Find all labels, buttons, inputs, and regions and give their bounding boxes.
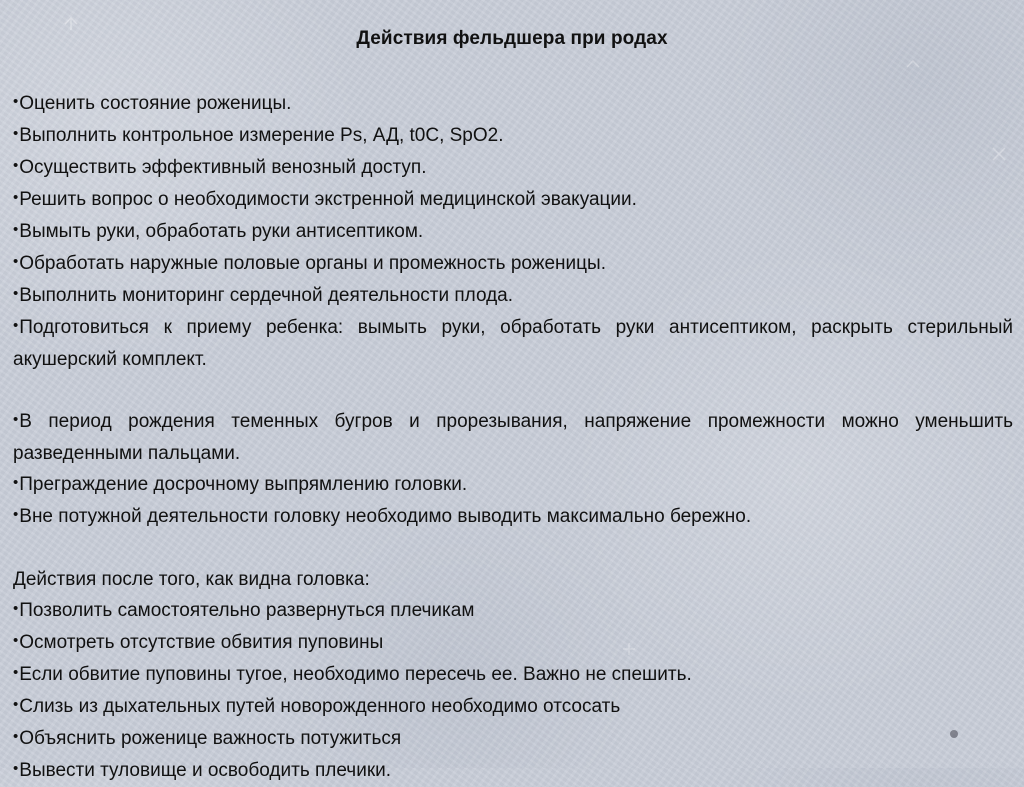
list-item-text: Выполнить мониторинг сердечной деятельности плода. bbox=[19, 285, 514, 306]
bullet-icon: • bbox=[13, 285, 19, 302]
bullet-icon: • bbox=[13, 632, 19, 649]
list-item bbox=[13, 216, 1013, 248]
spacer bbox=[13, 533, 1013, 564]
bullet-icon: • bbox=[13, 317, 19, 334]
bullet-icon: • bbox=[13, 696, 19, 713]
bullet-icon: • bbox=[13, 221, 19, 238]
list-item-text: Обработать наружные половые органы и промежность роженицы. bbox=[19, 253, 606, 274]
list-item-text: Объяснить роженице важность потужиться bbox=[19, 728, 402, 749]
bullet-icon: • bbox=[13, 125, 19, 142]
bullet-icon: • bbox=[13, 760, 19, 777]
decor-mark bbox=[905, 55, 923, 73]
list-item bbox=[13, 627, 1013, 659]
list-item-text: Слизь из дыхательных путей новорожденного необходимо отсосать bbox=[19, 696, 621, 717]
list-item-text: Решить вопрос о необходимости экстренной медицинской эвакуации. bbox=[19, 189, 637, 210]
list-item bbox=[13, 248, 1013, 280]
bullet-icon: • bbox=[13, 728, 19, 745]
list-item bbox=[13, 88, 1013, 120]
bullet-list-crowning bbox=[13, 406, 1013, 533]
list-item-text: Вымыть руки, обработать руки антисептиком. bbox=[19, 221, 424, 242]
bullet-icon: • bbox=[13, 93, 19, 110]
spacer bbox=[13, 375, 1013, 406]
list-item bbox=[13, 120, 1013, 152]
bullet-icon: • bbox=[13, 664, 19, 681]
list-item-text: Вывести туловище и освободить плечики. bbox=[19, 760, 392, 781]
list-item bbox=[13, 595, 1013, 627]
bullet-icon: • bbox=[13, 157, 19, 174]
list-item-text: Преграждение досрочному выпрямлению головки. bbox=[19, 474, 468, 495]
list-item-text: Осуществить эффективный венозный доступ. bbox=[19, 157, 427, 178]
bullet-list-preparation bbox=[13, 88, 1013, 375]
list-item bbox=[13, 501, 1013, 533]
list-item-text: Позволить самостоятельно развернуться плечикам bbox=[19, 600, 475, 621]
list-item bbox=[13, 184, 1013, 216]
list-item-text: Осмотреть отсутствие обвития пуповины bbox=[19, 632, 384, 653]
content-body bbox=[13, 88, 1013, 787]
list-item-text: В период рождения теменных бугров и прорезывания, напряжение промежности можно уменьшить разведенными пальцами. bbox=[13, 411, 1013, 464]
list-item bbox=[13, 406, 1013, 469]
list-item-text: Вне потужной деятельности головку необходимо выводить максимально бережно. bbox=[19, 506, 752, 527]
bullet-icon: • bbox=[13, 474, 19, 491]
section-subheading: Действия после того, как видна головка: bbox=[13, 569, 370, 590]
bullet-icon: • bbox=[13, 411, 19, 428]
page-title: Действия фельдшера при родах bbox=[356, 28, 668, 49]
list-item bbox=[13, 691, 1013, 723]
list-item-text: Если обвитие пуповины тугое, необходимо пересечь ее. Важно не спешить. bbox=[19, 664, 692, 685]
list-item bbox=[13, 469, 1013, 501]
bullet-icon: • bbox=[13, 189, 19, 206]
list-item bbox=[13, 755, 1013, 787]
list-item bbox=[13, 280, 1013, 312]
list-item-text: Выполнить контрольное измерение Ps, АД, t0C, SpO2. bbox=[19, 125, 504, 146]
bullet-icon: • bbox=[13, 253, 19, 270]
list-item bbox=[13, 659, 1013, 691]
bullet-list-after-head bbox=[13, 595, 1013, 787]
list-item-text: Подготовиться к приему ребенка: вымыть руки, обработать руки антисептиком, раскрыть стерильный акушерский комплект. bbox=[13, 317, 1013, 370]
bullet-icon: • bbox=[13, 506, 19, 523]
list-item bbox=[13, 723, 1013, 755]
bullet-icon: • bbox=[13, 600, 19, 617]
list-item bbox=[13, 152, 1013, 184]
list-item bbox=[13, 312, 1013, 375]
list-item-text: Оценить состояние роженицы. bbox=[19, 93, 292, 114]
